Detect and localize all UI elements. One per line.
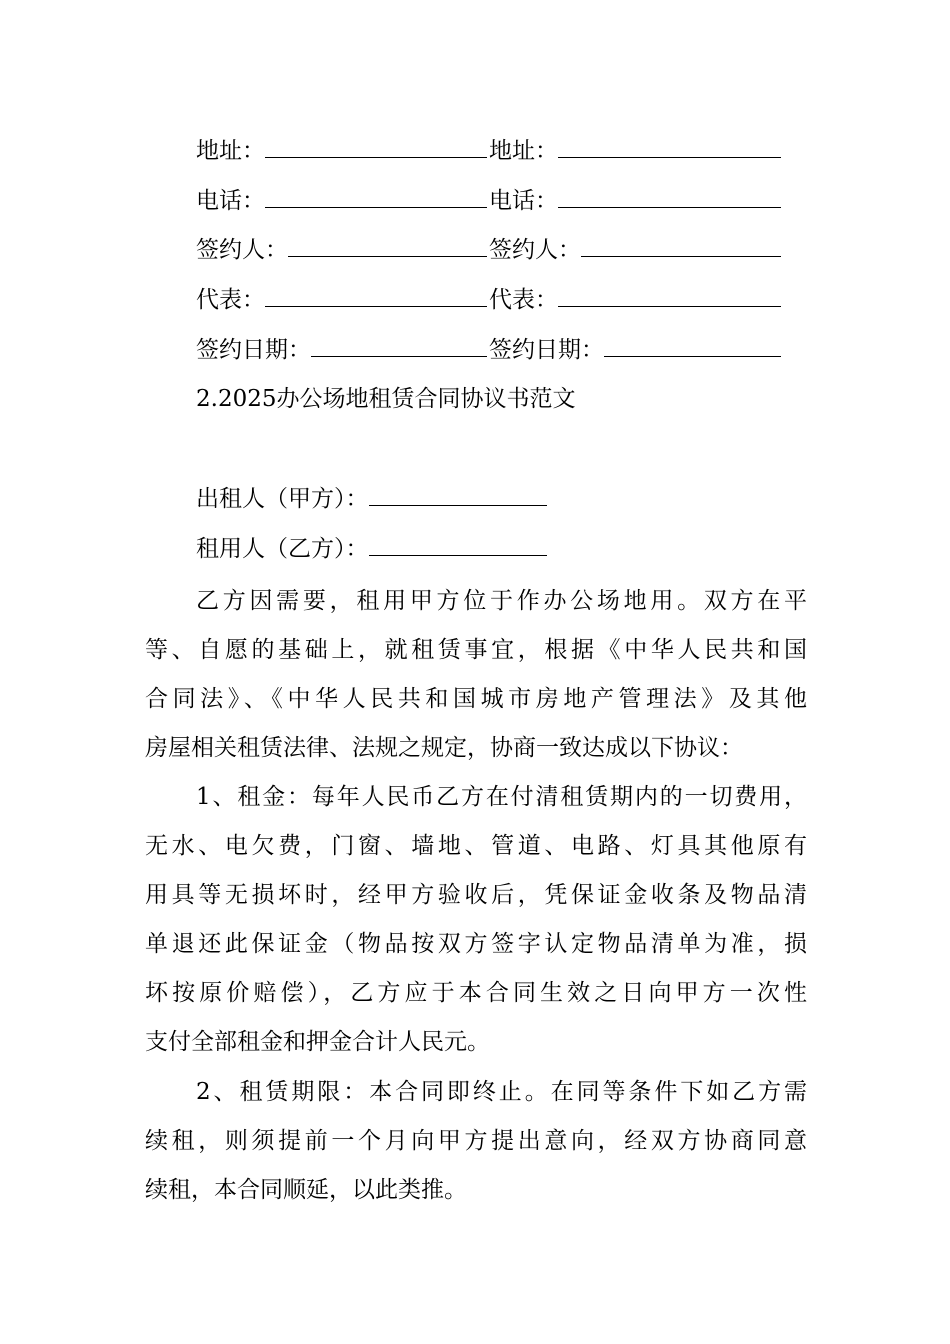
lessor-label: 出租人（甲方）： <box>196 486 369 512</box>
blank-line <box>265 182 487 208</box>
text-line: 合同法》、《中华人民共和国城市房地产管理法》及其他 <box>145 686 807 712</box>
lessee-label: 租用人（乙方）： <box>196 536 369 562</box>
lessor-phone <box>196 182 489 216</box>
blank-line <box>558 281 781 307</box>
text-line: 坏按原价赔偿），乙方应于本合同生效之日向甲方一次性 <box>145 980 807 1006</box>
blank-line <box>558 182 781 208</box>
section-heading: 2.2025办公场地租赁合同协议书范文 <box>196 386 576 412</box>
signature-row-address <box>196 132 786 166</box>
blank-line <box>265 281 487 307</box>
text-line: 等、自愿的基础上，就租赁事宜，根据《中华人民共和国 <box>145 637 807 663</box>
lessor-signatory <box>196 231 489 265</box>
signature-row-signatory <box>196 231 786 265</box>
lessee-phone <box>489 182 783 216</box>
blank-line <box>581 231 781 257</box>
signature-row-representative <box>196 281 786 315</box>
field-label: 地址： <box>489 138 558 164</box>
text-line: 支付全部租金和押金合计人民元。 <box>145 1029 490 1055</box>
text-line: 无水、电欠费，门窗、墙地、管道、电路、灯具其他原有 <box>145 833 807 859</box>
lessee-sign-date <box>489 331 783 365</box>
lessor-address <box>196 132 489 166</box>
text-line: 房屋相关租赁法律、法规之规定，协商一致达成以下协议： <box>145 735 743 761</box>
lessor-sign-date <box>196 331 489 365</box>
lessor-party-row <box>196 480 596 514</box>
lessee-signatory <box>489 231 783 265</box>
text-line: 续租，则须提前一个月向甲方提出意向，经双方协商同意 <box>145 1128 807 1154</box>
field-label: 电话： <box>196 188 265 214</box>
field-label: 代表： <box>489 287 558 313</box>
field-label: 签约人： <box>196 237 288 263</box>
field-label: 代表： <box>196 287 265 313</box>
lessee-party-row <box>196 530 596 564</box>
blank-line <box>311 331 487 357</box>
field-label: 签约日期： <box>489 337 604 363</box>
lessee-representative <box>489 281 783 315</box>
blank-line <box>369 530 547 556</box>
blank-line <box>369 480 547 506</box>
text-line: 乙方因需要，租用甲方位于作办公场地用。双方在平 <box>196 588 807 614</box>
blank-line <box>604 331 781 357</box>
text-line: 单退还此保证金（物品按双方签字认定物品清单为准，损 <box>145 931 807 957</box>
text-line: 1、租金：每年人民币乙方在付清租赁期内的一切费用， <box>196 784 807 810</box>
text-line: 续租，本合同顺延，以此类推。 <box>145 1177 467 1203</box>
text-line: 用具等无损坏时，经甲方验收后，凭保证金收条及物品清 <box>145 882 807 908</box>
clause-2-term <box>145 1068 807 1215</box>
blank-line <box>265 132 487 158</box>
signature-row-date <box>196 331 786 365</box>
field-label: 签约日期： <box>196 337 311 363</box>
field-label: 地址： <box>196 138 265 164</box>
text-line: 2、租赁期限：本合同即终止。在同等条件下如乙方需 <box>196 1079 807 1105</box>
signature-row-phone <box>196 182 786 216</box>
field-label: 电话： <box>489 188 558 214</box>
lessor-representative <box>196 281 489 315</box>
lessee-address <box>489 132 783 166</box>
field-label: 签约人： <box>489 237 581 263</box>
clause-1-rent <box>145 773 807 1067</box>
blank-line <box>558 132 781 158</box>
blank-line <box>288 231 487 257</box>
preamble-paragraph <box>145 577 807 773</box>
